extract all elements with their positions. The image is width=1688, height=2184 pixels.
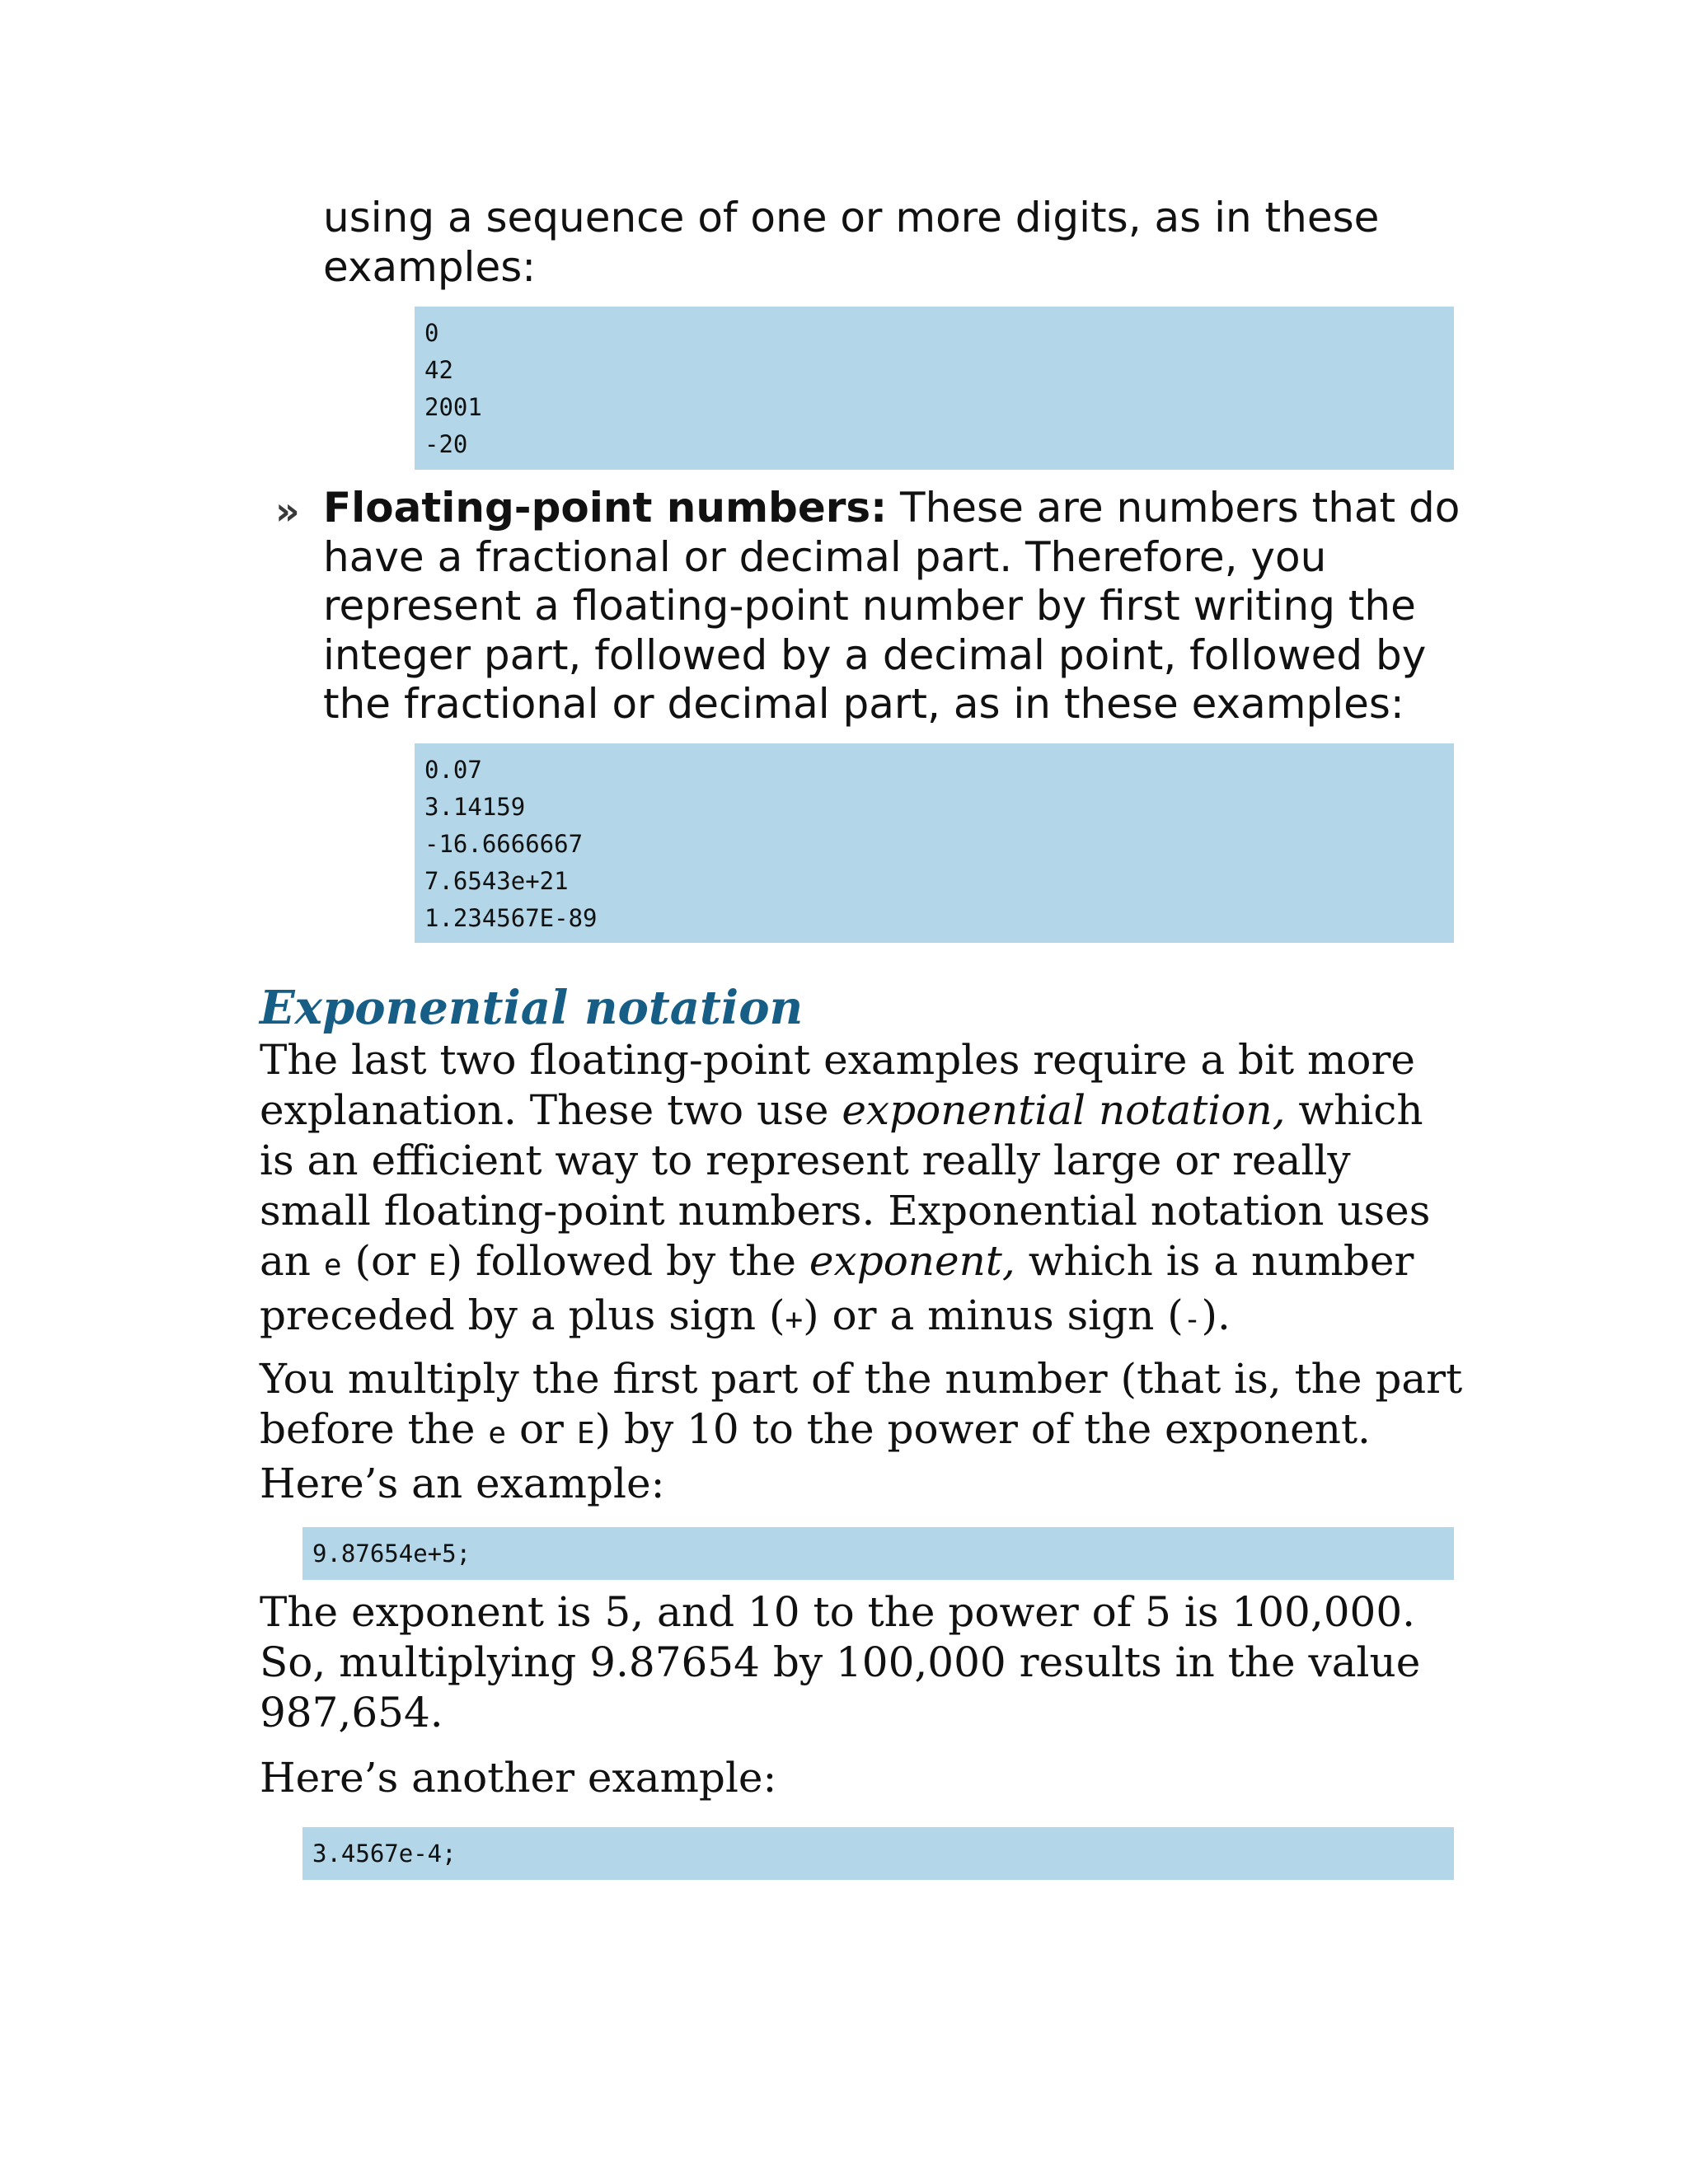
paragraph-result: The exponent is 5, and 10 to the power of 5 is 100,000. So, multiplying 9.87654 by 100,000 results in the value 987,654. bbox=[260, 1588, 1421, 1736]
code-line: 2001 bbox=[424, 393, 482, 421]
code-line: -16.6666667 bbox=[424, 830, 584, 858]
section-heading: Exponential notation bbox=[260, 981, 804, 1035]
code-line: 42 bbox=[424, 356, 453, 384]
code-line: 3.14159 bbox=[424, 793, 526, 821]
inline-code: E bbox=[576, 1417, 595, 1451]
text-run: The last two floating-point examples require a bit more explanation. These two use bbox=[260, 1036, 1416, 1134]
inline-code: e bbox=[488, 1417, 507, 1451]
text-run: You multiply the first part of the number (that is, the part before the bbox=[260, 1355, 1463, 1453]
inline-code: e bbox=[323, 1249, 342, 1282]
code-line: 7.6543e+21 bbox=[424, 867, 569, 895]
inline-code: E bbox=[428, 1249, 447, 1282]
code-block-floats bbox=[415, 743, 1454, 943]
paragraph-another-example: Here’s another example: bbox=[260, 1754, 777, 1802]
bullet-term: Floating-point numbers: bbox=[323, 484, 888, 532]
text-run: ). bbox=[1201, 1291, 1231, 1339]
paragraph-multiply bbox=[260, 1354, 1463, 1509]
code-line: 0.07 bbox=[424, 756, 482, 784]
text-run: (or bbox=[341, 1237, 429, 1285]
text-run: ) followed by the bbox=[446, 1237, 809, 1285]
code-block-integers bbox=[415, 307, 1454, 470]
text-run: ) by 10 to the power of the exponent. Here’s an example: bbox=[260, 1405, 1371, 1507]
text-run: or bbox=[506, 1405, 577, 1453]
code-line: -20 bbox=[424, 430, 468, 458]
code-line: 9.87654e+5; bbox=[312, 1540, 471, 1568]
text-run: which is an efficient way to represent really large or really small floating-point numbers. Exponential notation uses an bbox=[260, 1086, 1431, 1285]
code-line: 3.4567e-4; bbox=[312, 1840, 457, 1868]
paragraph-exponential-intro bbox=[260, 1035, 1463, 1345]
bullet-floating-point bbox=[275, 484, 1461, 729]
bullet-chevron-icon: » bbox=[275, 489, 300, 533]
bullet-text: These are numbers that do have a fractional or decimal part. Therefore, you represent a floating-point number by first writing the integer part, followed by a decimal point, followed by the fractional or decimal part, as in these examples: bbox=[323, 484, 1461, 728]
code-line: 1.234567E-89 bbox=[424, 904, 598, 932]
code-line: 0 bbox=[424, 319, 439, 347]
text-run: which is a number preceded by a plus sign ( bbox=[260, 1237, 1414, 1339]
inline-code: + bbox=[785, 1303, 804, 1337]
code-block-example-1 bbox=[302, 1527, 1454, 1580]
emphasis-text: exponential notation, bbox=[842, 1086, 1286, 1134]
code-block-example-2 bbox=[302, 1827, 1454, 1880]
text-run: ) or a minus sign ( bbox=[803, 1291, 1184, 1339]
emphasis-text: exponent, bbox=[809, 1237, 1015, 1285]
inline-code: - bbox=[1183, 1303, 1202, 1337]
intro-text: using a sequence of one or more digits, as in these examples: bbox=[323, 194, 1380, 291]
